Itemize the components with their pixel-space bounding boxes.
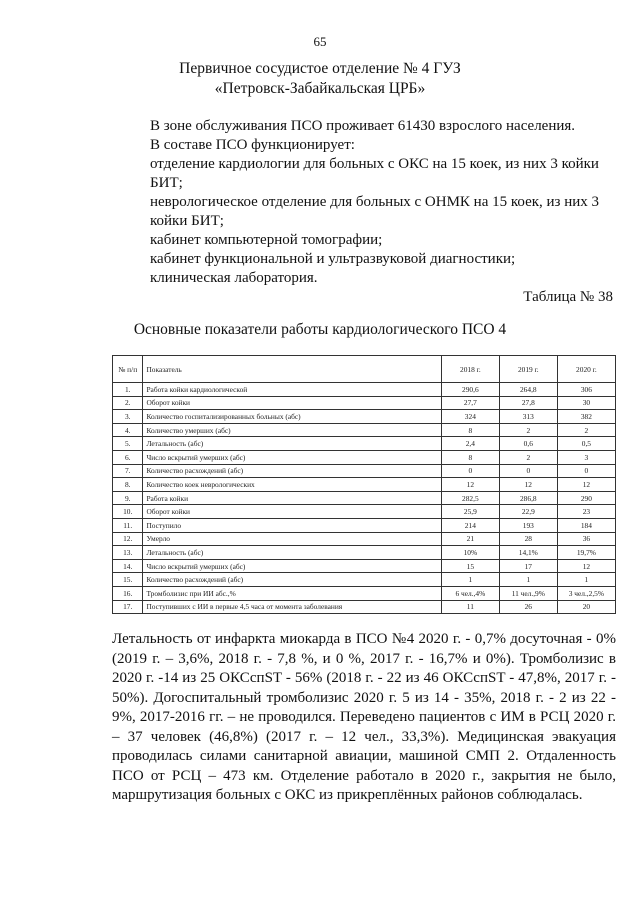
- table-title: Основные показатели работы кардиологического ПСО 4: [133, 321, 507, 338]
- row-number-cell: 5.: [113, 437, 143, 451]
- row-2018-cell: 10%: [441, 546, 499, 560]
- row-2020-cell: 184: [557, 518, 615, 532]
- header-2018: 2018 г.: [441, 356, 499, 383]
- table-row: [113, 559, 616, 573]
- row-2018-cell: 324: [441, 410, 499, 424]
- row-2018-cell: 12: [441, 478, 499, 492]
- facility-item: кабинет функциональной и ультразвуковой диагностики;: [150, 251, 516, 267]
- row-number-cell: 4.: [113, 423, 143, 437]
- row-2019-cell: 28: [499, 532, 557, 546]
- facility-item: отделение кардиологии для больных с ОКС на 15 коек, из них 3 койки БИТ;: [150, 156, 599, 191]
- row-2018-cell: 21: [441, 532, 499, 546]
- table-row: [113, 505, 616, 519]
- row-2019-cell: 27,8: [499, 396, 557, 410]
- row-2019-cell: 26: [499, 600, 557, 614]
- row-2019-cell: 0,6: [499, 437, 557, 451]
- table-row: [113, 600, 616, 614]
- row-name-cell: Поступило: [143, 518, 441, 532]
- row-name-cell: Количество госпитализированных больных (абс): [143, 410, 441, 424]
- row-2020-cell: 2: [557, 423, 615, 437]
- row-2019-cell: 12: [499, 478, 557, 492]
- row-2019-cell: 11 чел.,9%: [499, 586, 557, 600]
- table-caption: Таблица № 38: [523, 289, 613, 305]
- row-number-cell: 17.: [113, 600, 143, 614]
- row-2019-cell: 14,1%: [499, 546, 557, 560]
- table-row: [113, 586, 616, 600]
- row-2020-cell: 19,7%: [557, 546, 615, 560]
- row-2020-cell: 1: [557, 573, 615, 587]
- row-2020-cell: 0: [557, 464, 615, 478]
- row-name-cell: Количество умерших (абс): [143, 423, 441, 437]
- facility-item: кабинет компьютерной томографии;: [150, 232, 383, 248]
- indicators-table: [112, 355, 616, 614]
- section-heading-line-2: «Петровск-Забайкальская ЦРБ»: [214, 80, 426, 97]
- row-name-cell: Умерло: [143, 532, 441, 546]
- row-2018-cell: 27,7: [441, 396, 499, 410]
- row-2019-cell: 286,8: [499, 491, 557, 505]
- row-2020-cell: 36: [557, 532, 615, 546]
- row-2020-cell: 3 чел.,2,5%: [557, 586, 615, 600]
- row-name-cell: Оборот койки: [143, 505, 441, 519]
- table-row: [113, 410, 616, 424]
- table-row: [113, 532, 616, 546]
- row-2018-cell: 0: [441, 464, 499, 478]
- row-2020-cell: 382: [557, 410, 615, 424]
- row-name-cell: Число вскрытий умерших (абс): [143, 559, 441, 573]
- intro-population: [112, 117, 612, 288]
- row-2019-cell: 22,9: [499, 505, 557, 519]
- table-row: [113, 518, 616, 532]
- row-number-cell: 14.: [113, 559, 143, 573]
- composition-line: В составе ПСО функционирует:: [150, 137, 355, 153]
- row-name-cell: Работа койки: [143, 491, 441, 505]
- row-number-cell: 12.: [113, 532, 143, 546]
- row-2019-cell: 313: [499, 410, 557, 424]
- row-2018-cell: 282,5: [441, 491, 499, 505]
- row-name-cell: Поступивших с ИИ в первые 4,5 часа от момента заболевания: [143, 600, 441, 614]
- row-name-cell: Оборот койки: [143, 396, 441, 410]
- row-2018-cell: 1: [441, 573, 499, 587]
- table-row: [113, 491, 616, 505]
- row-name-cell: Тромболизис при ИИ абс.,%: [143, 586, 441, 600]
- row-2019-cell: 1: [499, 573, 557, 587]
- row-name-cell: Количество расхождений (абс): [143, 464, 441, 478]
- row-2019-cell: 2: [499, 423, 557, 437]
- table-row: [113, 546, 616, 560]
- row-2019-cell: 264,8: [499, 383, 557, 397]
- table-row: [113, 437, 616, 451]
- row-2020-cell: 30: [557, 396, 615, 410]
- row-2018-cell: 2,4: [441, 437, 499, 451]
- row-2018-cell: 8: [441, 450, 499, 464]
- table-row: [113, 423, 616, 437]
- row-2020-cell: 12: [557, 559, 615, 573]
- table-header-row: [113, 356, 616, 383]
- row-2020-cell: 23: [557, 505, 615, 519]
- row-2018-cell: 290,6: [441, 383, 499, 397]
- row-number-cell: 2.: [113, 396, 143, 410]
- section-heading-line-1: Первичное сосудистое отделение № 4 ГУЗ: [179, 60, 461, 77]
- row-number-cell: 3.: [113, 410, 143, 424]
- row-2019-cell: 193: [499, 518, 557, 532]
- row-number-cell: 16.: [113, 586, 143, 600]
- header-2020: 2020 г.: [557, 356, 615, 383]
- row-2020-cell: 0,5: [557, 437, 615, 451]
- row-number-cell: 7.: [113, 464, 143, 478]
- row-2018-cell: 25,9: [441, 505, 499, 519]
- row-2020-cell: 306: [557, 383, 615, 397]
- body-paragraph: Летальность от инфаркта миокарда в ПСО №4 2020 г. - 0,7% досуточная - 0% (2019 г. – 3,6%, 2018 г. - 7,8 %, и 0 %, 2017 г. - 16,7% и 0%). Тромболизис в 2020 г. -14 из 25 ОКСспST - 56% (2018 г. - 22 из 46 ОКСспST - 47,8%, 2017 г. - 50%). Догоспитальный тромболизис 2020 г. 5 из 14 - 35%, 2018 г. - 2 из 22 - 9%, 2017-2016 гг. – не проводился. Переведено пациентов с ИМ в РСЦ 2020 г. – 37 человек (46,8%) (2017 г. – 12 чел., 33,3%). Медицинская эвакуация проводилась силами санитарной авиации, машиной СМП 2. Отдаленность ПСО от РСЦ – 473 км. Отделение работало в 2020 г., закрытия не было, маршрутизация больных с ОКС из прикреплённых районов соблюдалась.: [112, 631, 616, 803]
- population-line: В зоне обслуживания ПСО проживает 61430 взрослого населения.: [150, 118, 576, 134]
- header-2019: 2019 г.: [499, 356, 557, 383]
- row-number-cell: 15.: [113, 573, 143, 587]
- row-2018-cell: 11: [441, 600, 499, 614]
- row-number-cell: 11.: [113, 518, 143, 532]
- row-2019-cell: 2: [499, 450, 557, 464]
- row-2020-cell: 290: [557, 491, 615, 505]
- row-2018-cell: 8: [441, 423, 499, 437]
- header-name: Показатель: [143, 356, 441, 383]
- row-name-cell: Число вскрытий умерших (абс): [143, 450, 441, 464]
- table-row: [113, 450, 616, 464]
- row-name-cell: Количество расхождений (абс): [143, 573, 441, 587]
- row-2020-cell: 20: [557, 600, 615, 614]
- header-num: № п/п: [113, 356, 143, 383]
- row-2020-cell: 3: [557, 450, 615, 464]
- table-row: [113, 573, 616, 587]
- table-row: [113, 478, 616, 492]
- facility-item: неврологическое отделение для больных с ОНМК на 15 коек, из них 3 койки БИТ;: [150, 194, 600, 229]
- row-2018-cell: 214: [441, 518, 499, 532]
- row-number-cell: 1.: [113, 383, 143, 397]
- row-2020-cell: 12: [557, 478, 615, 492]
- page-number: 65: [313, 34, 327, 49]
- row-name-cell: Летальность (абс): [143, 437, 441, 451]
- table-row: [113, 383, 616, 397]
- table-body: [113, 383, 616, 614]
- table-row: [113, 396, 616, 410]
- row-name-cell: Летальность (абс): [143, 546, 441, 560]
- row-name-cell: Работа койки кардиологической: [143, 383, 441, 397]
- row-number-cell: 9.: [113, 491, 143, 505]
- table-row: [113, 464, 616, 478]
- row-number-cell: 6.: [113, 450, 143, 464]
- row-number-cell: 10.: [113, 505, 143, 519]
- row-2018-cell: 15: [441, 559, 499, 573]
- row-2018-cell: 6 чел.,4%: [441, 586, 499, 600]
- row-number-cell: 8.: [113, 478, 143, 492]
- row-2019-cell: 17: [499, 559, 557, 573]
- facility-item: клиническая лаборатория.: [150, 270, 318, 286]
- row-2019-cell: 0: [499, 464, 557, 478]
- row-number-cell: 13.: [113, 546, 143, 560]
- row-name-cell: Количество коек неврологических: [143, 478, 441, 492]
